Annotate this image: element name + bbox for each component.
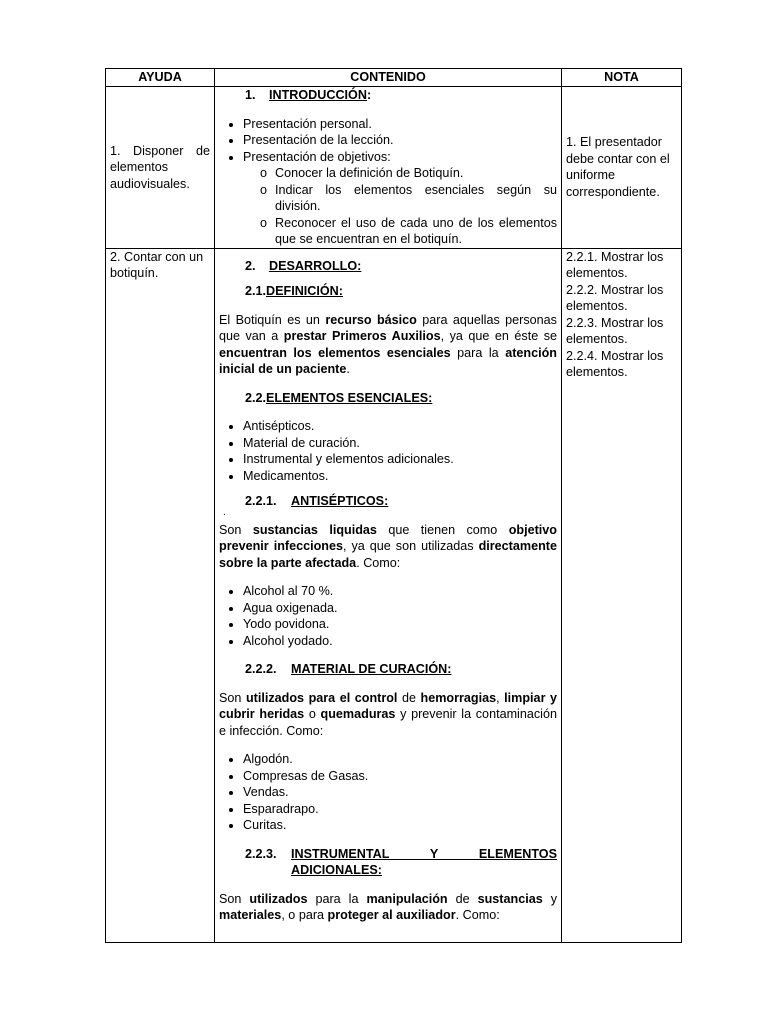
list-item: • Presentación de objetivos: o Conocer la definición de Botiquín. o Indicar los elementos esenciales según su división. o Reconocer el uso de cada uno de los elementos que se encuentran en el botiquín. — [243, 149, 557, 248]
nota-text: 1. El presentador debe contar con el uniforme correspondiente. — [566, 135, 670, 199]
header-row — [106, 69, 682, 87]
objectives-list — [243, 165, 557, 248]
list-item: • Esparadrapo. — [243, 801, 557, 818]
nota-cell-2 — [562, 248, 682, 943]
lesson-plan-table — [105, 68, 682, 943]
definicion-text: El Botiquín es un recurso básico para aquellas personas que van a prestar Primeros Auxilios, ya que en éste se encuentran los elementos esenciales para la atención inicial de un paciente. — [219, 312, 557, 376]
elementos-heading: 2.2.ELEMENTOS ESENCIALES: — [245, 390, 433, 405]
intro-heading: 1. INTRODUCCIÓN: — [245, 88, 372, 102]
header-ayuda: AYUDA — [106, 69, 215, 87]
ayuda-text: 2. Contar con un botiquín. — [110, 249, 204, 280]
table-row — [106, 248, 682, 943]
material-list — [219, 751, 557, 834]
material-text: Son utilizados para el control de hemorragias, limpiar y cubrir heridas o quemaduras y prevenir la contaminación e infección. Como: — [219, 690, 558, 738]
stray-mark: . — [223, 506, 226, 518]
list-item: • Material de curación. — [243, 435, 557, 452]
list-item: • Presentación de la lección. — [243, 132, 557, 149]
list-item: o Reconocer el uso de cada uno de los elementos que se encuentran en el botiquín. — [267, 215, 557, 248]
nota-item: 2.2.4. Mostrar los elementos. — [566, 348, 664, 379]
desarrollo-heading: 2. DESARROLLO: — [245, 258, 362, 273]
nota-item: 2.2.1. Mostrar los elementos. — [566, 249, 664, 280]
intro-list — [219, 116, 557, 248]
material-heading: 2.2.2. MATERIAL DE CURACIÓN: — [245, 662, 452, 676]
nota-item: 2.2.3. Mostrar los elementos. — [566, 315, 664, 346]
list-item: • Compresas de Gasas. — [243, 768, 557, 785]
ayuda-text: 1. Disponer de elementos audiovisuales. — [110, 143, 210, 191]
list-item: • Presentación personal. — [243, 116, 557, 133]
list-item: • Alcohol al 70 %. — [243, 583, 557, 600]
instrumental-heading: 2.2.3. INSTRUMENTAL Y ELEMENTOS ADICIONALES: — [245, 846, 557, 877]
list-item: • Instrumental y elementos adicionales. — [243, 451, 557, 468]
header-nota: NOTA — [562, 69, 682, 87]
list-item: o Indicar los elementos esenciales según su división. — [267, 182, 557, 215]
list-item: • Curitas. — [243, 817, 557, 834]
nota-cell-1 — [562, 87, 682, 249]
list-item: • Medicamentos. — [243, 468, 557, 485]
list-item: • Vendas. — [243, 784, 557, 801]
antisepticos-text: Son sustancias liquidas que tienen como objetivo prevenir infecciones, ya que son utilizadas directamente sobre la parte afectada. Como: — [219, 522, 557, 570]
list-item: • Algodón. — [243, 751, 557, 768]
list-item: • Agua oxigenada. — [243, 600, 557, 617]
contenido-cell-1 — [215, 87, 562, 249]
antisepticos-heading: 2.2.1. ANTISÉPTICOS: — [245, 494, 389, 508]
elementos-list — [219, 418, 557, 484]
list-item: o Conocer la definición de Botiquín. — [267, 165, 557, 182]
definicion-heading: 2.1.DEFINICIÓN: — [245, 284, 343, 298]
list-item: • Alcohol yodado. — [243, 633, 557, 650]
instrumental-text: Son utilizados para la manipulación de sustancias y materiales, o para proteger al auxiliador. Como: — [219, 891, 557, 922]
nota-item: 2.2.2. Mostrar los elementos. — [566, 282, 664, 313]
contenido-cell-2 — [215, 248, 562, 943]
table-row — [106, 87, 682, 249]
antisepticos-list — [219, 583, 557, 649]
ayuda-cell-2 — [106, 248, 215, 943]
header-contenido: CONTENIDO — [215, 69, 562, 87]
list-item: • Antisépticos. — [243, 418, 557, 435]
ayuda-cell-1 — [106, 87, 215, 249]
list-item: • Yodo povidona. — [243, 616, 557, 633]
